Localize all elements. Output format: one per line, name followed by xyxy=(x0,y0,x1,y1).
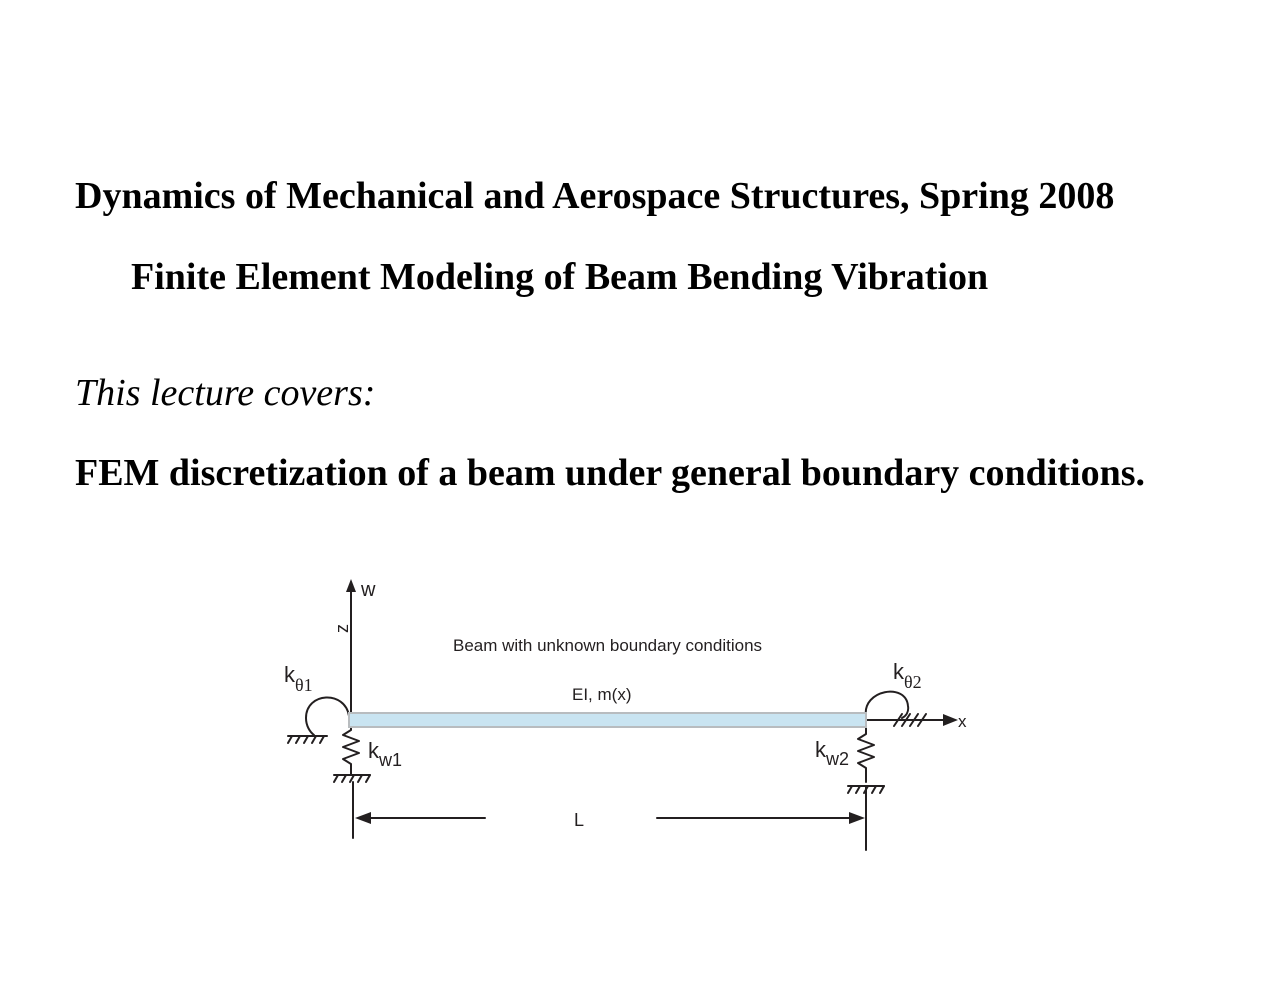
dimension-arrow-left-icon xyxy=(355,812,371,824)
w-axis-arrow-icon xyxy=(346,579,356,592)
k-w2-symbol: k xyxy=(815,737,826,762)
k-w2-subscript: w2 xyxy=(826,749,850,769)
translational-spring-right-icon xyxy=(858,724,874,782)
k-theta1-symbol: k xyxy=(284,662,295,687)
axis-w-label: w xyxy=(361,579,376,601)
topic-text: FEM discretization of a beam under general boundary conditions. xyxy=(75,452,1146,494)
k-theta2-label xyxy=(893,659,922,692)
k-theta2-subscript: θ2 xyxy=(904,672,922,692)
course-title: Dynamics of Mechanical and Aerospace Structures, Spring 2008 xyxy=(75,175,1115,217)
k-w1-label xyxy=(368,738,402,770)
beam-properties-label: EI, m(x) xyxy=(572,685,632,704)
translational-spring-left-icon xyxy=(343,724,359,774)
axis-z-label: z xyxy=(332,624,352,633)
lecture-title: Finite Element Modeling of Beam Bending Vibration xyxy=(131,256,989,298)
k-w1-subscript: w1 xyxy=(379,750,403,770)
rotational-spring-left-icon xyxy=(306,697,349,735)
axis-x-label: x xyxy=(958,712,967,731)
intro-text: This lecture covers: xyxy=(75,372,376,414)
length-label: L xyxy=(574,810,585,830)
figure-caption: Beam with unknown boundary conditions xyxy=(453,636,763,655)
x-axis-arrow-icon xyxy=(943,714,958,726)
k-theta1-subscript: θ1 xyxy=(295,675,313,695)
k-w2-label xyxy=(815,737,849,769)
beam xyxy=(349,713,866,727)
k-theta2-symbol: k xyxy=(893,659,904,684)
dimension-arrow-right-icon xyxy=(849,812,865,824)
k-theta1-label xyxy=(284,662,313,695)
k-w1-symbol: k xyxy=(368,738,379,763)
